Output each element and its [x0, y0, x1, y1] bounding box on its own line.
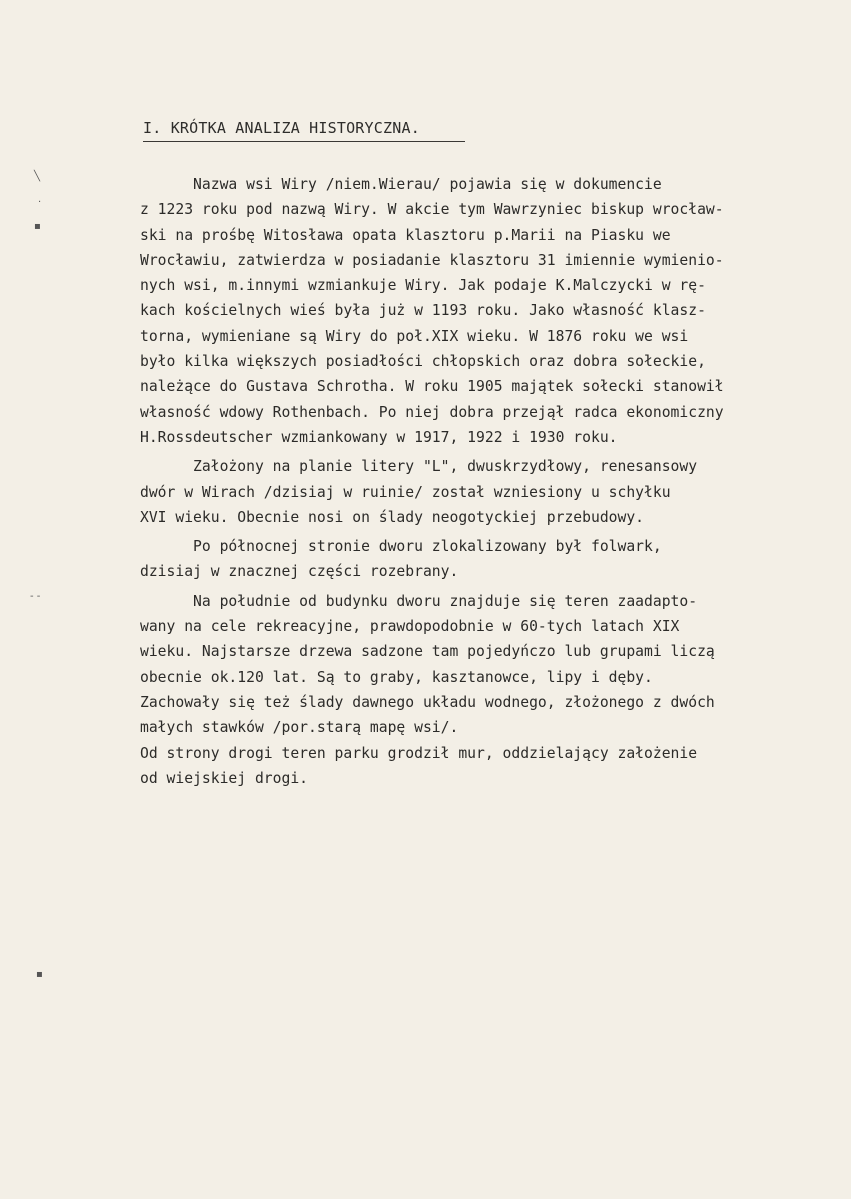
text-line: wieku. Najstarsze drzewa sadzone tam pojedyńczo lub grupami liczą [140, 643, 715, 661]
text-line: Zachowały się też ślady dawnego układu wodnego, złożonego z dwóch [140, 693, 715, 711]
body-text [140, 172, 830, 791]
text-line: Założony na planie litery "L", dwuskrzydłowy, renesansowy [140, 458, 698, 476]
text-line: Od strony drogi teren parku grodził mur, oddzielający założenie [140, 744, 698, 762]
text-line: od wiejskiej drogi. [140, 769, 309, 787]
heading-underline [143, 141, 465, 142]
text-line: kach kościelnych wieś była już w 1193 roku. Jako własność klasz- [140, 302, 706, 320]
margin-mark: ╲ [34, 171, 41, 182]
text-line: należące do Gustava Schrotha. W roku 1905 majątek sołecki stanowił [140, 378, 724, 396]
text-line: Po północnej stronie dworu zlokalizowany był folwark, [140, 538, 662, 556]
margin-mark: · [38, 197, 42, 208]
text-line: ski na prośbę Witosława opata klasztoru p.Marii na Piasku we [140, 226, 671, 244]
text-line: Wrocławiu, zatwierdza w posiadanie klasztoru 31 imiennie wymienio- [140, 251, 724, 269]
text-line: Na południe od budynku dworu znajduje się teren zaadapto- [140, 592, 698, 610]
text-line: z 1223 roku pod nazwą Wiry. W akcie tym Wawrzyniec biskup wrocław- [140, 201, 724, 219]
text-line: XVI wieku. Obecnie nosi on ślady neogotyckiej przebudowy. [140, 508, 645, 526]
margin-mark: ▪ [36, 969, 43, 980]
text-line: torna, wymieniane są Wiry do poł.XIX wieku. W 1876 roku we wsi [140, 327, 689, 345]
margin-mark: - - [30, 591, 41, 602]
text-line: wany na cele rekreacyjne, prawdopodobnie w 60-tych latach XIX [140, 618, 680, 636]
text-line: Nazwa wsi Wiry /niem.Wierau/ pojawia się w dokumencie [140, 176, 662, 193]
section-heading: I. KRÓTKA ANALIZA HISTORYCZNA. [143, 119, 420, 137]
margin-mark: ▪ [34, 221, 41, 232]
text-line: nych wsi, m.innymi wzmiankuje Wiry. Jak podaje K.Malczycki w rę- [140, 277, 706, 295]
text-line: było kilka większych posiadłości chłopskich oraz dobra sołeckie, [140, 353, 706, 371]
text-line: H.Rossdeutscher wzmiankowany w 1917, 1922 i 1930 roku. [140, 428, 618, 446]
text-line: dzisiaj w znacznej części rozebrany. [140, 563, 459, 581]
text-line: własność wdowy Rothenbach. Po niej dobra przejął radca ekonomiczny [140, 403, 724, 421]
text-line: dwór w Wirach /dzisiaj w ruinie/ został wzniesiony u schyłku [140, 483, 671, 501]
text-line: małych stawków /por.starą mapę wsi/. [140, 719, 459, 737]
text-line: obecnie ok.120 lat. Są to graby, kasztanowce, lipy i dęby. [140, 668, 653, 686]
